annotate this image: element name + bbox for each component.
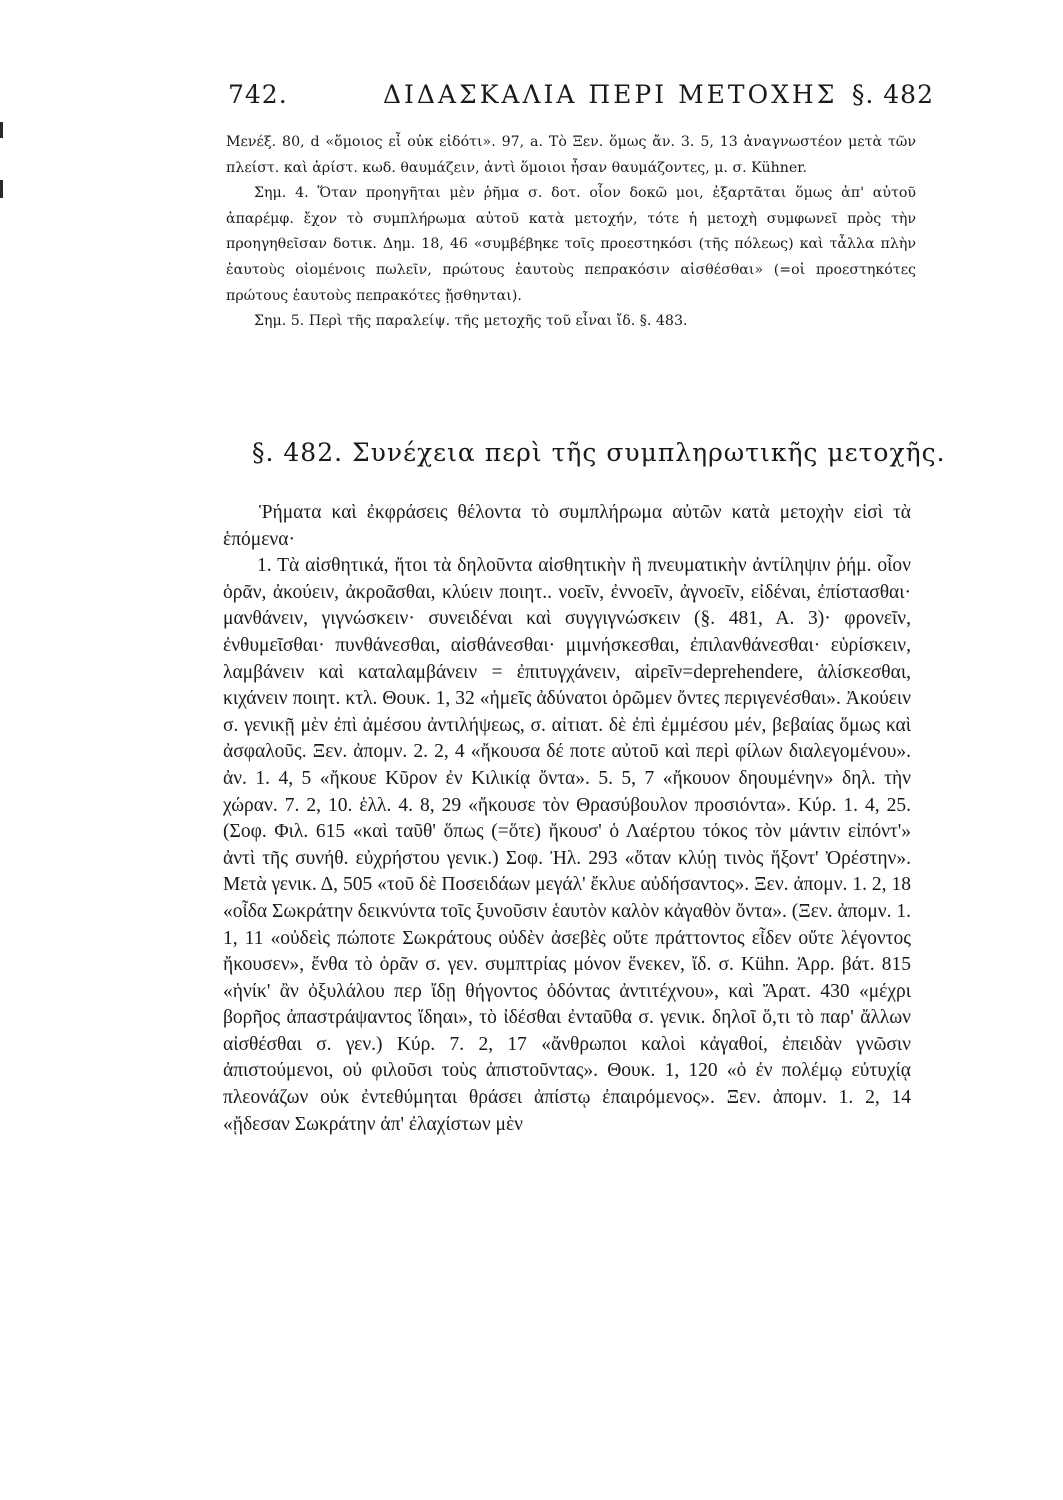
footnotes-block: [226, 130, 916, 335]
section-marker: §. 482: [851, 80, 934, 109]
running-title: ΔΙΔΑΣΚΑΛΙΑ ΠΕΡΙ ΜΕΤΟΧΗΣ: [383, 80, 838, 109]
running-header: [228, 80, 934, 120]
scan-edge-mark: [0, 180, 3, 198]
section-heading: §. 482. Συνέχεια περὶ τῆς συμπληρωτικῆς μετοχῆς.: [252, 438, 946, 467]
note-paragraph: Μενέξ. 80, d «ὅμοιος εἶ οὐκ εἰδότι». 97, a. Τὸ Ξεν. ὅμως ἄν. 3. 5, 13 ἀναγνωστέον μετὰ τῶν πλείστ. καὶ ἀρίστ. κωδ. θαυμάζειν, ἀντὶ ὅμοιοι ἦσαν θαυμάζοντες, μ. σ. Kühner.: [226, 134, 916, 176]
note-paragraph: Σημ. 5. Περὶ τῆς παραλείψ. τῆς μετοχῆς τοῦ εἶναι ἴδ. §. 483.: [254, 313, 688, 330]
scan-edge-mark: [0, 122, 3, 138]
numbered-item: 1. Τὰ αἰσθητικά, ἤτοι τὰ δηλοῦντα αἰσθητικὴν ἢ πνευματικὴν ἀντίληψιν ῥήμ. οἷον ὁρᾶν, ἀκούειν, ἀκροᾶσθαι, κλύειν ποιητ.. νοεῖν, ἐννοεῖν, ἀγνοεῖν, εἰδέναι, ἐπίστασθαι· μανθάνειν, γιγνώσκειν· συνειδέναι καὶ συγγιγνώσκειν (§. 481, Α. 3)· φρονεῖν, ἐνθυμεῖσθαι· πυνθάνεσθαι, αἰσθάνεσθαι· μιμνήσκεσθαι, ἐπιλανθάνεσθαι· εὑρίσκειν, λαμβάνειν καὶ καταλαμβάνειν = ἐπιτυγχάνειν, αἱρεῖν=deprehendere, ἁλίσκεσθαι, κιχάνειν ποιητ. κτλ. Θουκ. 1, 32 «ἡμεῖς ἀδύνατοι ὁρῶμεν ὄντες περιγενέσθαι». Ἀκούειν σ. γενικῇ μὲν ἐπὶ ἀμέσου ἀντιλήψεως, σ. αἰτιατ. δὲ ἐπὶ ἐμμέσου μέν, βεβαίας ὅμως καὶ ἀσφαλοῦς. Ξεν. ἀπομν. 2. 2, 4 «ἤκουσα δέ ποτε αὐτοῦ καὶ περὶ φίλων διαλεγομένου». ἀν. 1. 4, 5 «ἤκουε Κῦρον ἐν Κιλικίᾳ ὄντα». 5. 5, 7 «ἤκουον δηουμένην» δηλ. τὴν χώραν. 7. 2, 10. ἑλλ. 4. 8, 29 «ἤκουσε τὸν Θρασύβουλον προσιόντα». Κύρ. 1. 4, 25. (Σοφ. Φιλ. 615 «καὶ ταῦθ' ὅπως (=ὅτε) ἤκουσ' ὁ Λαέρτου τόκος τὸν μάντιν εἰπόντ'» ἀντὶ τῆς συνήθ. εὐχρήστου γενικ.) Σοφ. Ἠλ. 293 «ὅταν κλύῃ τινὸς ἥξοντ' Ὀρέστην». Μετὰ γενικ. Δ, 505 «τοῦ δὲ Ποσειδάων μεγάλ' ἔκλυε αὐδήσαντος». Ξεν. ἀπομν. 1. 2, 18 «οἶδα Σωκράτην δεικνύντα τοῖς ξυνοῦσιν ἑαυτὸν καλὸν κἀγαθὸν ὄντα». (Ξεν. ἀπομν. 1. 1, 11 «οὐδεὶς πώποτε Σωκράτους οὐδὲν ἀσεβὲς οὔτε πράττοντος εἶδεν οὔτε λέγοντος ἤκουσεν», ἔνθα τὸ ὁρᾶν σ. γεν. συμπτρίας μόνον ἕνεκεν, ἴδ. σ. Kühn. Ἀρρ. βάτ. 815 «ἡνίκ' ἂν ὀξυλάλου περ ἴδῃ θήγοντος ὀδόντας ἀντιτέχνου», καὶ Ἄρατ. 430 «μέχρι βορῆος ἀπαστράψαντος ἴδηαι», τὸ ἰδέσθαι ἐνταῦθα σ. γενικ. δηλοῖ ὅ,τι τὸ παρ' ἄλλων αἰσθέσθαι σ. γεν.) Κύρ. 7. 2, 17 «ἄνθρωποι καλοὶ κἀγαθοί, ἐπειδὰν γνῶσιν ἀπιστούμενοι, οὐ φιλοῦσι τοὺς ἀπιστοῦντας». Θουκ. 1, 120 «ὁ ἐν πολέμῳ εὐτυχίᾳ πλεονάζων οὐκ ἐντεθύμηται θράσει ἀπίστῳ ἐπαιρόμενος». Ξεν. ἀπομν. 1. 2, 14 «ᾔδεσαν Σωκράτην ἀπ' ἐλαχίστων μὲν: [223, 555, 911, 1135]
intro-paragraph: Ῥήματα καὶ ἐκφράσεις θέλοντα τὸ συμπλήρωμα αὐτῶν κατὰ μετοχὴν εἰσὶ τὰ ἑπόμενα·: [223, 502, 911, 550]
main-text: [223, 500, 911, 1138]
note-paragraph: Σημ. 4. Ὅταν προηγῆται μὲν ῥῆμα σ. δοτ. οἷον δοκῶ μοι, ἐξαρτᾶται ὅμως ἀπ' αὐτοῦ ἀπαρέμφ. ἔχον τὸ συμπλήρωμα αὐτοῦ κατὰ μετοχήν, τότε ἡ μετοχὴ συμφωνεῖ πρὸς τὴν προηγηθεῖσαν δοτικ. Δημ. 18, 46 «συμβέβηκε τοῖς προεστηκόσι (τῆς πόλεως) καὶ τἆλλα πλὴν ἑαυτοὺς οἰομένοις πωλεῖν, πρώτους ἑαυτοὺς πεπρακόσιν αἰσθέσθαι» (=οἱ προεστηκότες πρώτους ἑαυτοὺς πεπρακότες ᾔσθηνται).: [226, 185, 916, 304]
page-number: 742.: [228, 80, 288, 109]
